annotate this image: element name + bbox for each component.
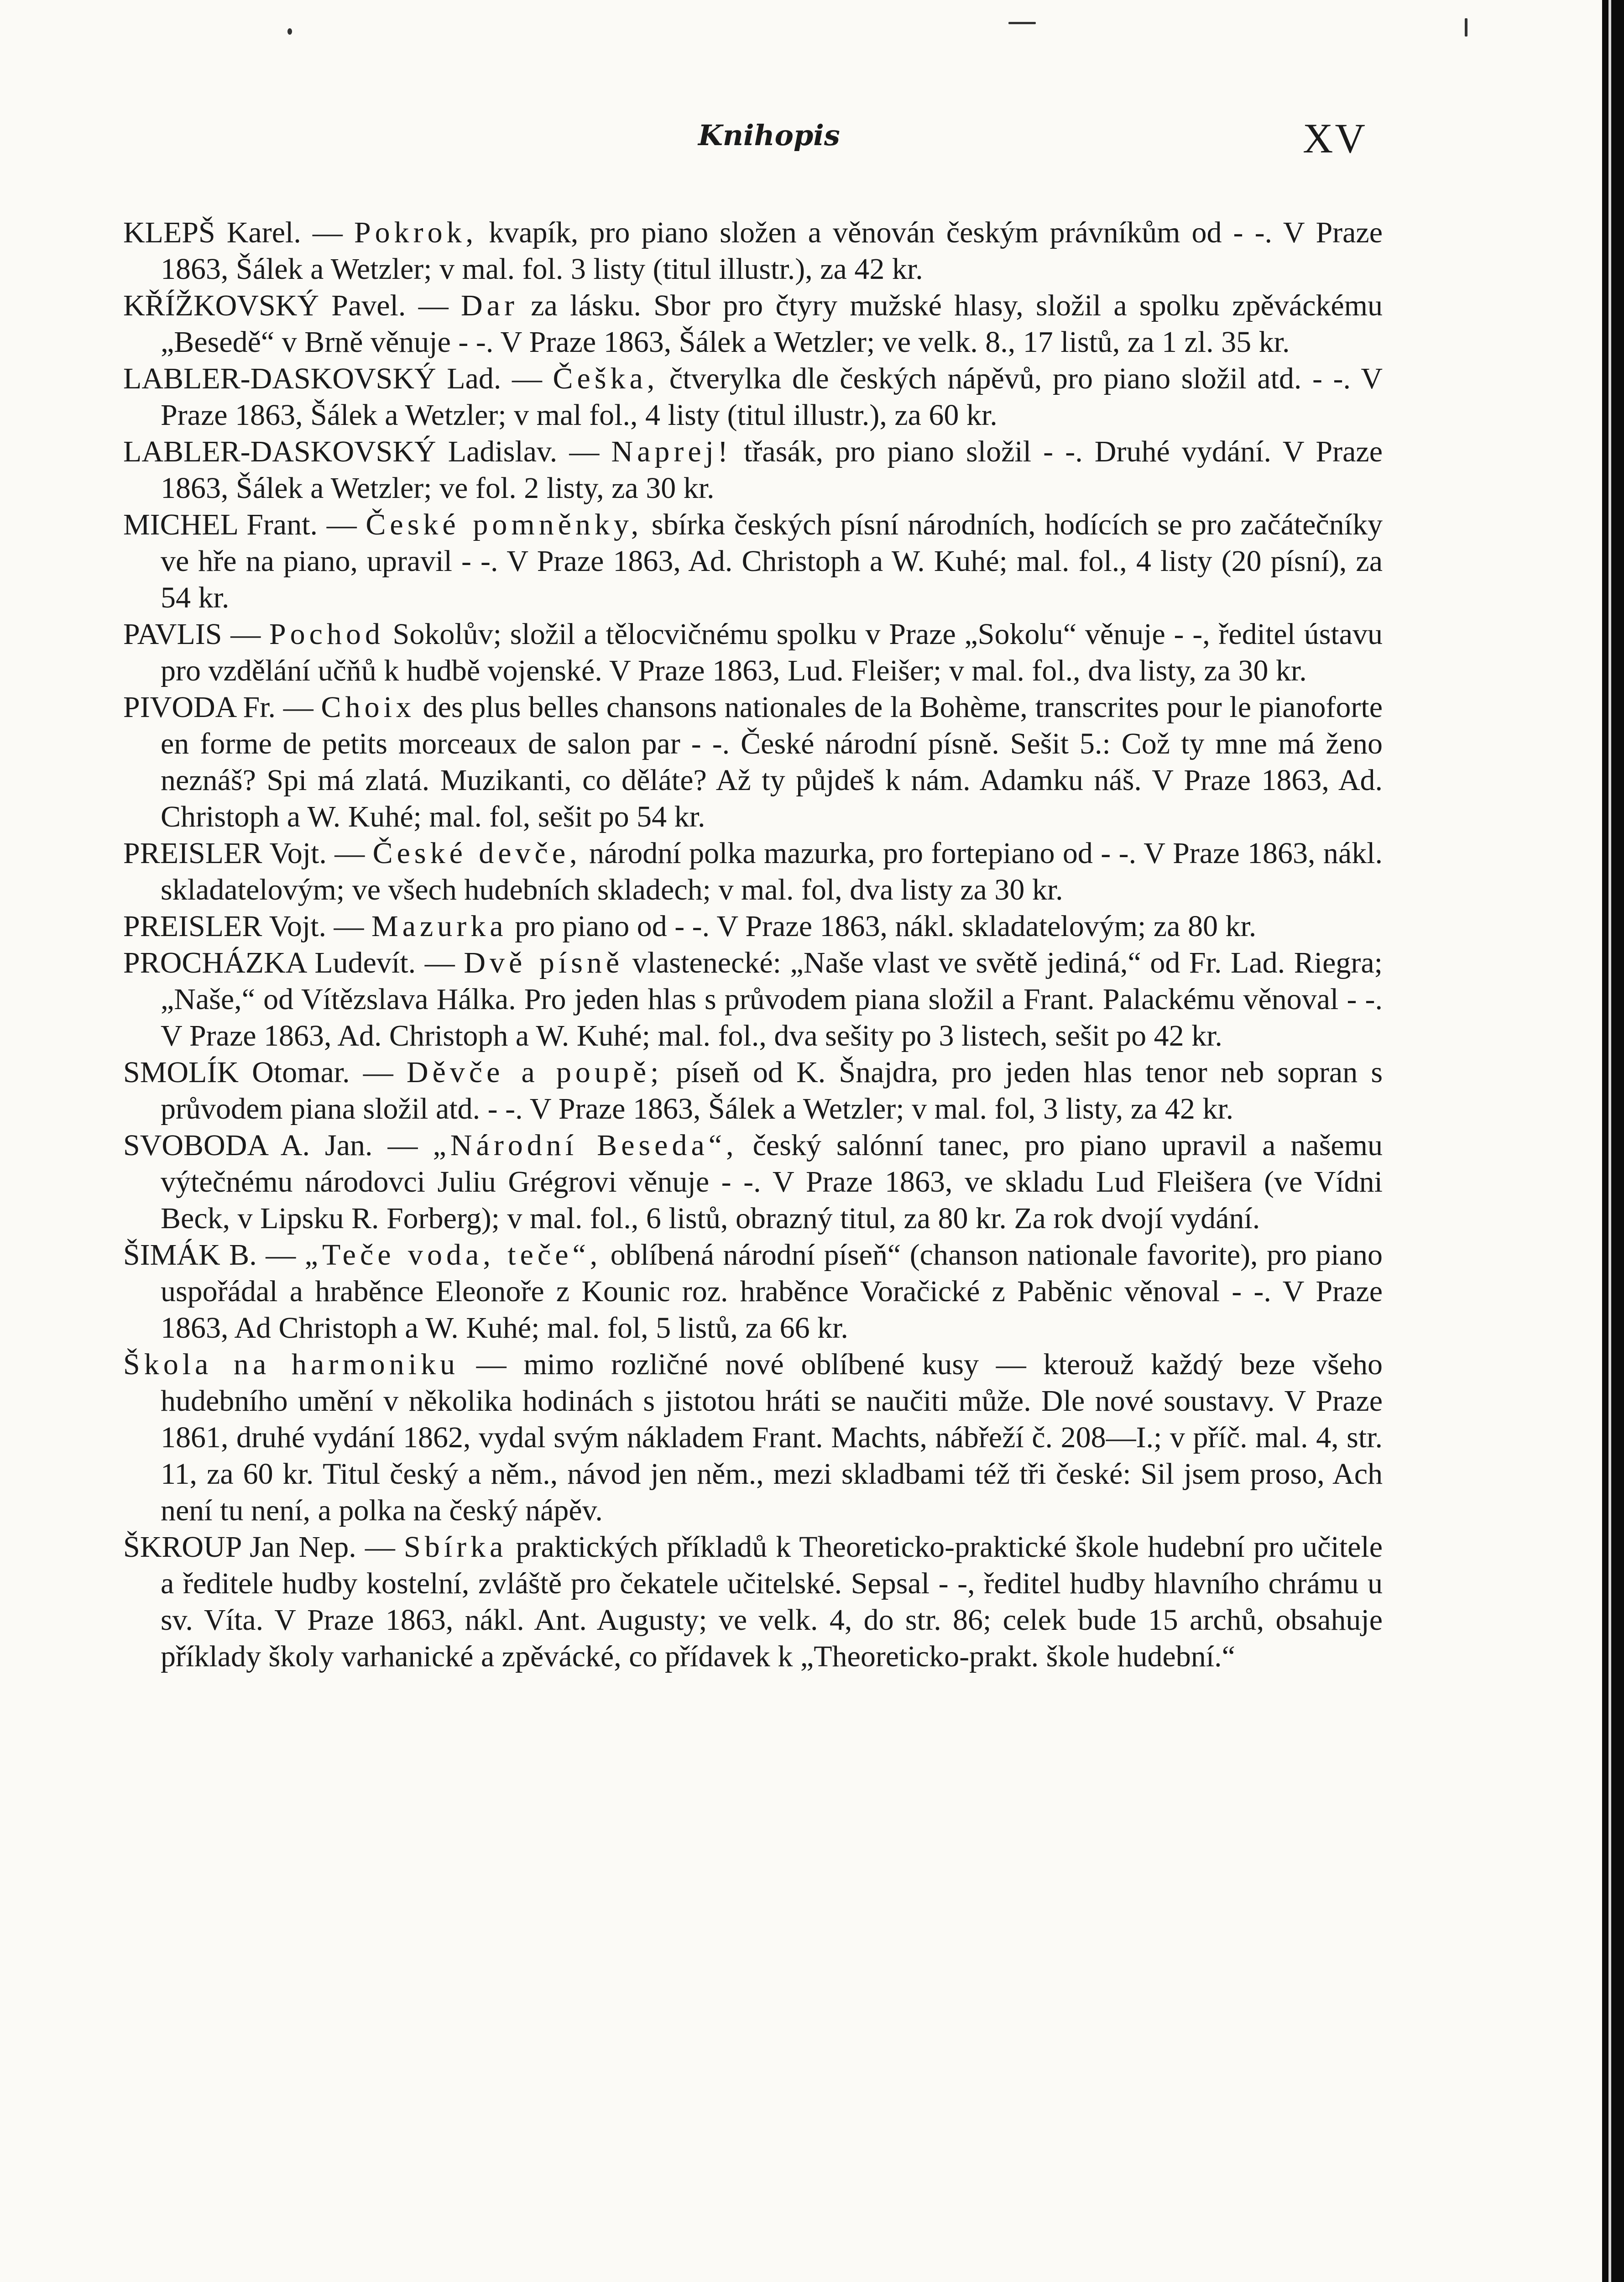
entry-work-title: Sbírka [404, 1530, 507, 1564]
bibliography-entry: PREISLER Vojt. — České devče, národní polka mazurka, pro fortepiano od - -. V Praze 1863, nákl. skladatelovým; ve všech hudebních skladech; v mal. fol, dva listy za 30 kr. [123, 837, 1383, 906]
entry-author: PIVODA Fr. [123, 691, 276, 724]
entry-author: SMOLÍK Otomar. [123, 1056, 350, 1089]
entry-work-title: Dvě písně [464, 946, 624, 979]
bibliography-entry: PIVODA Fr. — Choix des plus belles chansons nationales de la Bohème, transcrites pour le pianoforte en forme de petits morceaux de salon par - -. České národní písně. Sešit 5.: Což ty mne má ženo neznáš? Spi má zlatá. Muzikanti, co děláte? Až ty půjdeš k nám. Adamku náš. V Praze 1863, Ad. Christoph a W. Kuhé; mal. fol, sešit po 54 kr. [123, 691, 1383, 833]
entry-author: PREISLER Vojt. [123, 837, 327, 870]
entry-text: praktických příkladů k Theoreticko-praktické škole hudební pro učitele a ředitele hudby kostelní, zvláště pro čekatele učitelské. Sepsal - -, ředitel hudby hlavního chrámu u sv. Víta. V Praze 1863, nákl. Ant. Augusty; ve velk. 4, do str. 86; celek bude 15 archů, obsahuje příklady školy varhanické a zpěvácké, co přídavek k „Theoreticko-prakt. škole hudební.“ [161, 1530, 1383, 1673]
entry-text: za lásku. Sbor pro čtyry mužské hlasy, složil a spolku zpěváckému „Besedě“ v Brně věnuje - -. V Praze 1863, Šálek a Wetzler; ve velk. 8., 17 listů, za 1 zl. 35 kr. [161, 289, 1383, 359]
entry-work-title: Škola na harmoniku [123, 1348, 460, 1381]
bibliography-entry: SVOBODA A. Jan. — „Národní Beseda“, český salónní tanec, pro piano upravil a našemu výtečnému národovci Juliu Grégrovi věnuje - -. V Praze 1863, ve skladu Lud Fleišera (ve Vídni Beck, v Lipsku R. Forberg); v mal. fol., 6 listů, obrazný titul, za 80 kr. Za rok dvojí vydání. [123, 1129, 1383, 1235]
entry-text: sbírka českých písní národních, hodících se pro začátečníky ve hře na piano, upravil - -. V Praze 1863, Ad. Christoph a W. Kuhé; mal. fol., 4 listy (20 písní), za 54 kr. [161, 508, 1383, 614]
entry-work-title: Naprej! [611, 435, 732, 468]
scan-speck [287, 28, 292, 35]
entry-work-title: Děvče a poupě; [406, 1056, 663, 1089]
bibliography-entry: LABLER-DASKOVSKÝ Ladislav. — Naprej! třasák, pro piano složil - -. Druhé vydání. V Praze 1863, Šálek a Wetzler; ve fol. 2 listy, za 30 kr. [123, 435, 1383, 505]
bibliography-entry: KŘÍŽKOVSKÝ Pavel. — Dar za lásku. Sbor pro čtyry mužské hlasy, složil a spolku zpěváckému „Besedě“ v Brně věnuje - -. V Praze 1863, Šálek a Wetzler; ve velk. 8., 17 listů, za 1 zl. 35 kr. [123, 289, 1383, 359]
entry-author: KLEPŠ Karel. [123, 216, 301, 249]
entry-text: oblíbená národní píseň“ (chanson nationale favorite), pro piano uspořádal a hraběnce Eleonoře z Kounic roz. hraběnce Voračické z Paběnic věnoval - -. V Praze 1863, Ad Christoph a W. Kuhé; mal. fol, 5 listů, za 66 kr. [161, 1238, 1383, 1345]
entry-text: národní polka mazurka, pro fortepiano od - -. V Praze 1863, nákl. skladatelovým; ve všech hudebních skladech; v mal. fol, dva listy za 30 kr. [161, 837, 1383, 906]
scan-edge-right [1602, 0, 1624, 2282]
entry-work-title: České devče, [372, 837, 581, 870]
bibliography-entry: ŠIMÁK B. — „Teče voda, teče“, oblíbená národní píseň“ (chanson nationale favorite), pro piano uspořádal a hraběnce Eleonoře z Kounic roz. hraběnce Voračické z Paběnic věnoval - -. V Praze 1863, Ad Christoph a W. Kuhé; mal. fol, 5 listů, za 66 kr. [123, 1238, 1383, 1345]
entry-work-title: Pokrok, [354, 216, 478, 249]
bibliography-entry [123, 1346, 1383, 1529]
entry-author: MICHEL Frant. [123, 508, 318, 541]
entry-work-title: „Národní Beseda“, [433, 1129, 738, 1162]
entry-work-title: Mazurka [371, 910, 507, 943]
entry-author: PREISLER Vojt. [123, 910, 327, 943]
bibliography-entry: MICHEL Frant. — České pomněnky, sbírka českých písní národních, hodících se pro začátečníky ve hře na piano, upravil - -. V Praze 1863, Ad. Christoph a W. Kuhé; mal. fol., 4 listy (20 písní), za 54 kr. [123, 508, 1383, 614]
entry-work-title: České pomněnky, [366, 508, 643, 541]
entry-work-title: Pochod [269, 618, 384, 651]
scan-speck [1465, 18, 1467, 37]
entry-author: KŘÍŽKOVSKÝ Pavel. [123, 289, 406, 322]
entry-work-title: Dar [461, 289, 518, 322]
entry-text: čtverylka dle českých nápěvů, pro piano složil atd. - -. V Praze 1863, Šálek a Wetzler; v mal fol., 4 listy (titul illustr.), za 60 kr. [161, 362, 1383, 432]
entry-text: — mimo rozličné nové oblíbené kusy — kterouž každý beze všeho hudebního umění v několika hodinách s jistotou hráti se naučiti může. Dle nové soustavy. V Praze 1861, druhé vydání 1862, vydal svým nákladem Frant. Machts, nábřeží č. 208—I.; v příč. mal. 4, str. 11, za 60 kr. Titul český a něm., návod jen něm., mezi skladbami též tři české: Sil jsem proso, Ach není tu není, a polka na český nápěv. [161, 1348, 1383, 1527]
bibliography-entry: SMOLÍK Otomar. — Děvče a poupě; píseň od K. Šnajdra, pro jeden hlas tenor neb sopran s průvodem piana složil atd. - -. V Praze 1863, Šálek a Wetzler; v mal. fol, 3 listy, za 42 kr. [123, 1056, 1383, 1125]
entry-text: pro piano od - -. V Praze 1863, nákl. skladatelovým; za 80 kr. [515, 910, 1257, 943]
entry-work-title: Češka, [553, 362, 659, 395]
bibliography-entry: PAVLIS — Pochod Sokolův; složil a tělocvičnému spolku v Praze „Sokolu“ věnuje - -, ředitel ústavu pro vzdělání učňů k hudbě vojenské. V Praze 1863, Lud. Fleišer; v mal. fol., dva listy, za 30 kr. [123, 618, 1383, 687]
bibliography-entry: PREISLER Vojt. — Mazurka pro piano od - -. V Praze 1863, nákl. skladatelovým; za 80 kr. [123, 910, 1257, 943]
entry-author: ŠKROUP Jan Nep. [123, 1530, 356, 1564]
bibliography-entry: ŠKROUP Jan Nep. — Sbírka praktických příkladů k Theoreticko-praktické škole hudební pro učitele a ředitele hudby kostelní, zvláště pro čekatele učitelské. Sepsal - -, ředitel hudby hlavního chrámu u sv. Víta. V Praze 1863, nákl. Ant. Augusty; ve velk. 4, do str. 86; celek bude 15 archů, obsahuje příklady školy varhanické a zpěvácké, co přídavek k „Theoreticko-prakt. škole hudební.“ [123, 1530, 1383, 1673]
running-title: Knihopis [698, 119, 840, 152]
entry-author: PAVLIS [123, 618, 222, 651]
entry-author: LABLER-DASKOVSKÝ Ladislav. [123, 435, 558, 468]
entry-author: LABLER-DASKOVSKÝ Lad. [123, 362, 501, 395]
scan-speck [1008, 22, 1036, 24]
entry-text: des plus belles chansons nationales de la Bohème, transcrites pour le pianoforte en forme de petits morceaux de salon par - -. České národní písně. Sešit 5.: Což ty mne má ženo neznáš? Spi má zlatá. Muzikanti, co děláte? Až ty půjdeš k nám. Adamku náš. V Praze 1863, Ad. Christoph a W. Kuhé; mal. fol, sešit po 54 kr. [161, 691, 1383, 833]
entry-author: PROCHÁZKA Ludevít. [123, 946, 416, 979]
entry-work-title: „Teče voda, teče“, [304, 1238, 602, 1272]
entry-author: ŠIMÁK B. [123, 1238, 257, 1272]
entry-author: SVOBODA A. Jan. [123, 1129, 373, 1162]
entry-text: vlastenecké: „Naše vlast ve světě jediná,“ od Fr. Lad. Riegra; „Naše,“ od Vítězslava Hálka. Pro jeden hlas s průvodem piana složil a Frant. Palackému věnoval - -. V Praze 1863, Ad. Christoph a W. Kuhé; mal. fol., dva sešity po 3 listech, sešit po 42 kr. [161, 946, 1383, 1052]
bibliography-entries [123, 215, 1383, 1675]
bibliography-entry: PROCHÁZKA Ludevít. — Dvě písně vlastenecké: „Naše vlast ve světě jediná,“ od Fr. Lad. Riegra; „Naše,“ od Vítězslava Hálka. Pro jeden hlas s průvodem piana složil a Frant. Palackému věnoval - -. V Praze 1863, Ad. Christoph a W. Kuhé; mal. fol., dva sešity po 3 listech, sešit po 42 kr. [123, 946, 1383, 1052]
bibliography-entry: KLEPŠ Karel. — Pokrok, kvapík, pro piano složen a věnován českým právníkům od - -. V Praze 1863, Šálek a Wetzler; v mal. fol. 3 listy (titul illustr.), za 42 kr. [123, 216, 1383, 286]
entry-text: český salónní tanec, pro piano upravil a našemu výtečnému národovci Juliu Grégrovi věnuje - -. V Praze 1863, ve skladu Lud Fleišera (ve Vídni Beck, v Lipsku R. Forberg); v mal. fol., 6 listů, obrazný titul, za 80 kr. Za rok dvojí vydání. [161, 1129, 1383, 1235]
running-head [0, 100, 1624, 169]
entry-work-title: Choix [321, 691, 415, 724]
bibliography-entry: LABLER-DASKOVSKÝ Lad. — Češka, čtverylka dle českých nápěvů, pro piano složil atd. - -. V Praze 1863, Šálek a Wetzler; v mal fol., 4 listy (titul illustr.), za 60 kr. [123, 362, 1383, 432]
entry-text: píseň od K. Šnajdra, pro jeden hlas tenor neb sopran s průvodem piana složil atd. - -. V Praze 1863, Šálek a Wetzler; v mal. fol, 3 listy, za 42 kr. [161, 1056, 1383, 1125]
page-number: XV [1303, 115, 1367, 162]
entry-text: třasák, pro piano složil - -. Druhé vydání. V Praze 1863, Šálek a Wetzler; ve fol. 2 listy, za 30 kr. [161, 435, 1383, 505]
entry-text: Sokolův; složil a tělocvičnému spolku v Praze „Sokolu“ věnuje - -, ředitel ústavu pro vzdělání učňů k hudbě vojenské. V Praze 1863, Lud. Fleišer; v mal. fol., dva listy, za 30 kr. [161, 618, 1383, 687]
entry-text: kvapík, pro piano složen a věnován českým právníkům od - -. V Praze 1863, Šálek a Wetzler; v mal. fol. 3 listy (titul illustr.), za 42 kr. [161, 216, 1383, 286]
